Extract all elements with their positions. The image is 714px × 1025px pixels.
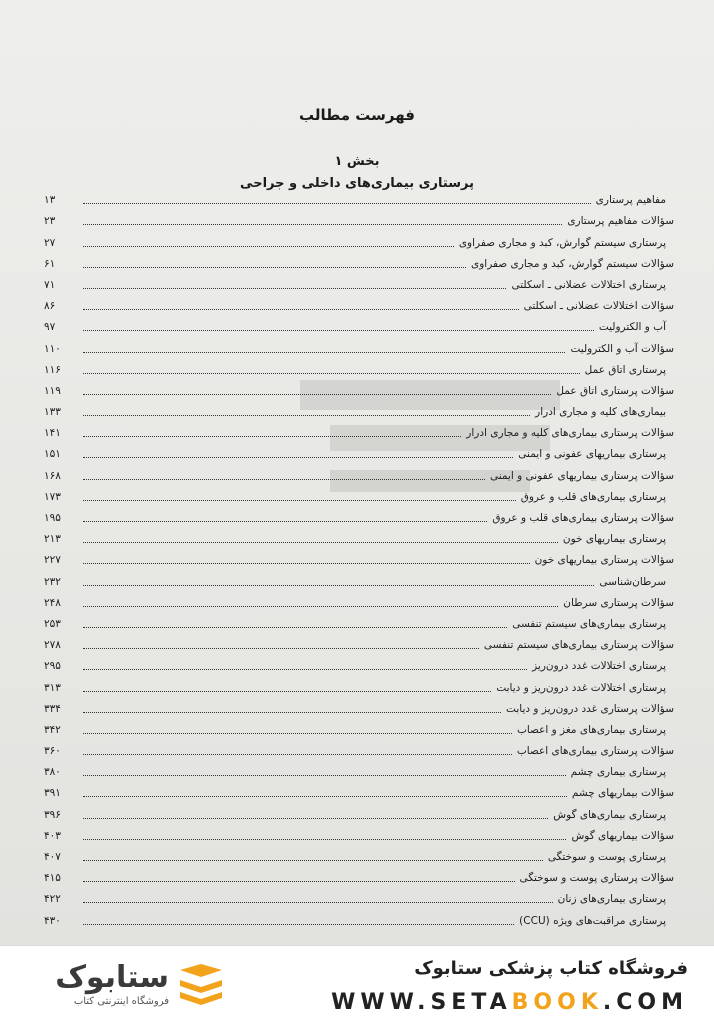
toc-entry-title: سؤالات مفاهیم پرستاری bbox=[567, 215, 674, 228]
book-stack-icon bbox=[174, 962, 228, 1008]
toc-entry-page: ۳۹۶ bbox=[44, 808, 61, 821]
dot-leader bbox=[83, 901, 553, 903]
toc-entry-page: ۱۱۹ bbox=[44, 384, 61, 397]
toc-entry-page: ۳۶۰ bbox=[44, 745, 61, 758]
toc-entry-title: پرستاری بیماری‌های قلب و عروق bbox=[520, 490, 666, 503]
dot-leader bbox=[83, 351, 565, 353]
toc-entry bbox=[44, 207, 674, 228]
toc-entry bbox=[44, 843, 674, 864]
toc-entry-page: ۹۷ bbox=[44, 321, 56, 334]
toc-entry bbox=[44, 356, 674, 377]
toc-entry-title: پرستاری بیماری‌های سیستم تنفسی bbox=[512, 617, 666, 630]
toc-entry-title: سؤالات پرستاری بیماری‌های اعصاب bbox=[516, 745, 674, 758]
store-footer bbox=[0, 945, 714, 1025]
toc-entry bbox=[44, 483, 674, 504]
toc-entry-page: ۳۳۴ bbox=[44, 702, 61, 715]
toc-entry-title: پرستاری بیماری‌های گوش bbox=[553, 808, 666, 821]
store-logo[interactable] bbox=[24, 958, 264, 1014]
toc-entry bbox=[44, 652, 674, 673]
toc-entry-title: پرستاری اختلالات غدد درون‌ریز bbox=[532, 660, 666, 673]
dot-leader bbox=[83, 753, 512, 755]
toc-entry bbox=[44, 864, 674, 885]
toc-entry-title: پرستاری سیستم گوارش، کبد و مجاری صفراوی bbox=[458, 236, 666, 249]
url-suffix: .COM bbox=[602, 990, 688, 1015]
toc-entry-title: سرطان‌شناسی bbox=[599, 575, 666, 588]
toc-entry-page: ۱۷۳ bbox=[44, 490, 61, 503]
dot-leader bbox=[83, 626, 507, 628]
toc-entry-page: ۱۱۰ bbox=[44, 342, 61, 355]
toc-entry-page: ۱۴۱ bbox=[44, 427, 61, 440]
toc-entry bbox=[44, 461, 674, 482]
dot-leader bbox=[83, 414, 530, 416]
toc-entry bbox=[44, 292, 674, 313]
toc-entry-title: سؤالات سیستم گوارش، کبد و مجاری صفراوی bbox=[470, 257, 674, 270]
toc-entry bbox=[44, 589, 674, 610]
dot-leader bbox=[83, 287, 506, 289]
toc-entry-title: سؤالات پرستاری غدد درون‌ریز و دیابت bbox=[506, 702, 674, 715]
toc-entry bbox=[44, 885, 674, 906]
toc-entry-page: ۲۷ bbox=[44, 236, 56, 249]
dot-leader bbox=[83, 202, 591, 204]
dot-leader bbox=[83, 817, 548, 819]
toc-entry-title: آب و الکترولیت bbox=[598, 321, 666, 334]
toc-entry-page: ۴۰۳ bbox=[44, 829, 61, 842]
dot-leader bbox=[83, 266, 466, 268]
toc-entry bbox=[44, 779, 674, 800]
toc-entry bbox=[44, 525, 674, 546]
url-prefix: WWW.SETA bbox=[331, 990, 512, 1015]
toc-entry-page: ۷۱ bbox=[44, 278, 56, 291]
dot-leader bbox=[83, 562, 530, 564]
toc-entry-page: ۳۴۲ bbox=[44, 723, 61, 736]
toc-entry-page: ۱۶۸ bbox=[44, 469, 61, 482]
toc-entry-page: ۲۷۸ bbox=[44, 639, 61, 652]
toc-heading: فهرست مطالب bbox=[299, 106, 415, 124]
logo-wordmark: ستابوک bbox=[55, 960, 169, 995]
toc-entry bbox=[44, 906, 674, 927]
toc-entry-page: ۶۱ bbox=[44, 257, 56, 270]
toc-entry bbox=[44, 250, 674, 271]
toc-entry-title: مفاهیم پرستاری bbox=[595, 194, 666, 207]
dot-leader bbox=[83, 647, 479, 649]
toc-entry-title: پرستاری اتاق عمل bbox=[584, 363, 666, 376]
toc-entry-title: پرستاری بیماری چشم bbox=[570, 766, 666, 779]
toc-entry-title: سؤالات بیماریهای چشم bbox=[571, 787, 674, 800]
toc-entry bbox=[44, 758, 674, 779]
dot-leader bbox=[83, 668, 527, 670]
dot-leader bbox=[83, 605, 558, 607]
toc-list bbox=[44, 186, 674, 928]
toc-entry-title: سؤالات پرستاری اتاق عمل bbox=[556, 384, 674, 397]
toc-entry-page: ۲۹۵ bbox=[44, 660, 61, 673]
toc-entry-page: ۴۱۵ bbox=[44, 872, 61, 885]
toc-entry bbox=[44, 546, 674, 567]
dot-leader bbox=[83, 838, 566, 840]
toc-entry-page: ۲۳ bbox=[44, 215, 56, 228]
toc-entry-page: ۲۴۸ bbox=[44, 596, 61, 609]
dot-leader bbox=[83, 774, 566, 776]
toc-entry bbox=[44, 567, 674, 588]
store-url[interactable] bbox=[331, 990, 688, 1015]
toc-entry-page: ۱۹۵ bbox=[44, 512, 61, 524]
toc-entry-page: ۲۱۳ bbox=[44, 533, 61, 546]
dot-leader bbox=[83, 711, 501, 713]
part-label: بخش ۱ bbox=[334, 154, 380, 169]
dot-leader bbox=[83, 308, 519, 310]
dot-leader bbox=[83, 393, 551, 395]
toc-entry bbox=[44, 313, 674, 334]
toc-entry bbox=[44, 631, 674, 652]
dot-leader bbox=[83, 245, 454, 247]
dot-leader bbox=[83, 541, 558, 543]
toc-entry-page: ۱۵۱ bbox=[44, 448, 61, 461]
toc-entry-title: سؤالات بیماریهای گوش bbox=[571, 829, 674, 842]
toc-entry bbox=[44, 673, 674, 694]
toc-entry bbox=[44, 504, 674, 525]
toc-entry-title: پرستاری بیماریهای خون bbox=[562, 533, 666, 546]
toc-entry-page: ۴۲۲ bbox=[44, 893, 61, 906]
dot-leader bbox=[83, 435, 461, 437]
logo-tagline: فروشگاه اینترنتی کتاب bbox=[73, 996, 169, 1007]
toc-entry-title: پرستاری مراقبت‌های ویژه (CCU) bbox=[519, 914, 666, 927]
toc-entry-page: ۱۱۶ bbox=[44, 363, 61, 376]
toc-entry bbox=[44, 695, 674, 716]
store-name: فروشگاه کتاب پزشکی ستابوک bbox=[414, 958, 688, 979]
toc-entry-page: ۲۵۳ bbox=[44, 617, 61, 630]
dot-leader bbox=[83, 499, 516, 501]
toc-entry-title: پرستاری پوست و سوختگی bbox=[547, 851, 666, 863]
toc-entry-title: سؤالات آب و الکترولیت bbox=[570, 342, 674, 355]
url-accent: BOOK bbox=[511, 990, 603, 1015]
toc-entry bbox=[44, 822, 674, 843]
toc-entry bbox=[44, 334, 674, 355]
toc-entry-title: سؤالات پرستاری بیماریهای خون bbox=[534, 554, 674, 567]
dot-leader bbox=[83, 880, 515, 882]
toc-entry-page: ۸۶ bbox=[44, 300, 56, 313]
dot-leader bbox=[83, 478, 485, 480]
toc-entry-page: ۳۱۳ bbox=[44, 681, 61, 694]
toc-entry-page: ۱۳۳ bbox=[44, 406, 61, 419]
toc-entry-page: ۳۸۰ bbox=[44, 766, 61, 779]
toc-entry bbox=[44, 398, 674, 419]
toc-entry bbox=[44, 419, 674, 440]
toc-entry bbox=[44, 377, 674, 398]
dot-leader bbox=[83, 223, 562, 225]
toc-entry bbox=[44, 440, 674, 461]
toc-entry-title: سؤالات پرستاری بیماری‌های قلب و عروق bbox=[492, 512, 674, 524]
toc-entry bbox=[44, 737, 674, 758]
toc-entry-page: ۲۲۷ bbox=[44, 554, 61, 567]
toc-entry-title: پرستاری بیماریهای عفونی و ایمنی bbox=[518, 448, 666, 461]
toc-entry bbox=[44, 610, 674, 631]
toc-entry bbox=[44, 271, 674, 292]
dot-leader bbox=[83, 372, 580, 374]
dot-leader bbox=[83, 923, 514, 925]
toc-entry-title: سؤالات پرستاری پوست و سوختگی bbox=[519, 872, 674, 885]
toc-entry-page: ۳۹۱ bbox=[44, 787, 61, 800]
toc-entry-title: سؤالات اختلالات عضلانی ـ اسکلتی bbox=[523, 300, 674, 313]
dot-leader bbox=[83, 690, 491, 692]
toc-entry-page: ۴۰۷ bbox=[44, 851, 61, 863]
part-title: پرستاری بیماری‌های داخلی و جراحی bbox=[240, 176, 474, 191]
toc-entry-page: ۲۳۲ bbox=[44, 575, 61, 588]
dot-leader bbox=[83, 584, 594, 586]
dot-leader bbox=[83, 732, 512, 734]
dot-leader bbox=[83, 520, 487, 522]
toc-entry-title: سؤالات پرستاری بیماریهای عفونی و ایمنی bbox=[489, 469, 674, 482]
toc-entry-page: ۴۳۰ bbox=[44, 914, 61, 927]
toc-entry-title: سؤالات پرستاری سرطان bbox=[563, 596, 674, 609]
dot-leader bbox=[83, 859, 543, 861]
toc-entry-title: سؤالات پرستاری بیماری‌های سیستم تنفسی bbox=[483, 639, 674, 652]
toc-entry-title: سؤالات پرستاری بیماری‌های کلیه و مجاری ادرار bbox=[466, 427, 674, 440]
toc-entry bbox=[44, 228, 674, 249]
toc-entry bbox=[44, 186, 674, 207]
toc-entry-page: ۱۳ bbox=[44, 194, 56, 207]
toc-entry-title: پرستاری اختلالات غدد درون‌ریز و دیابت bbox=[496, 681, 666, 694]
dot-leader bbox=[83, 456, 513, 458]
toc-entry-title: پرستاری بیماری‌های زنان bbox=[557, 893, 666, 906]
toc-entry-title: پرستاری اختلالات عضلانی ـ اسکلتی bbox=[511, 278, 666, 291]
toc-entry bbox=[44, 800, 674, 821]
toc-entry-title: پرستاری بیماری‌های مغز و اعصاب bbox=[516, 723, 666, 736]
dot-leader bbox=[83, 329, 594, 331]
toc-entry-title: بیماری‌های کلیه و مجاری ادرار bbox=[535, 406, 666, 419]
dot-leader bbox=[83, 795, 567, 797]
toc-entry bbox=[44, 716, 674, 737]
